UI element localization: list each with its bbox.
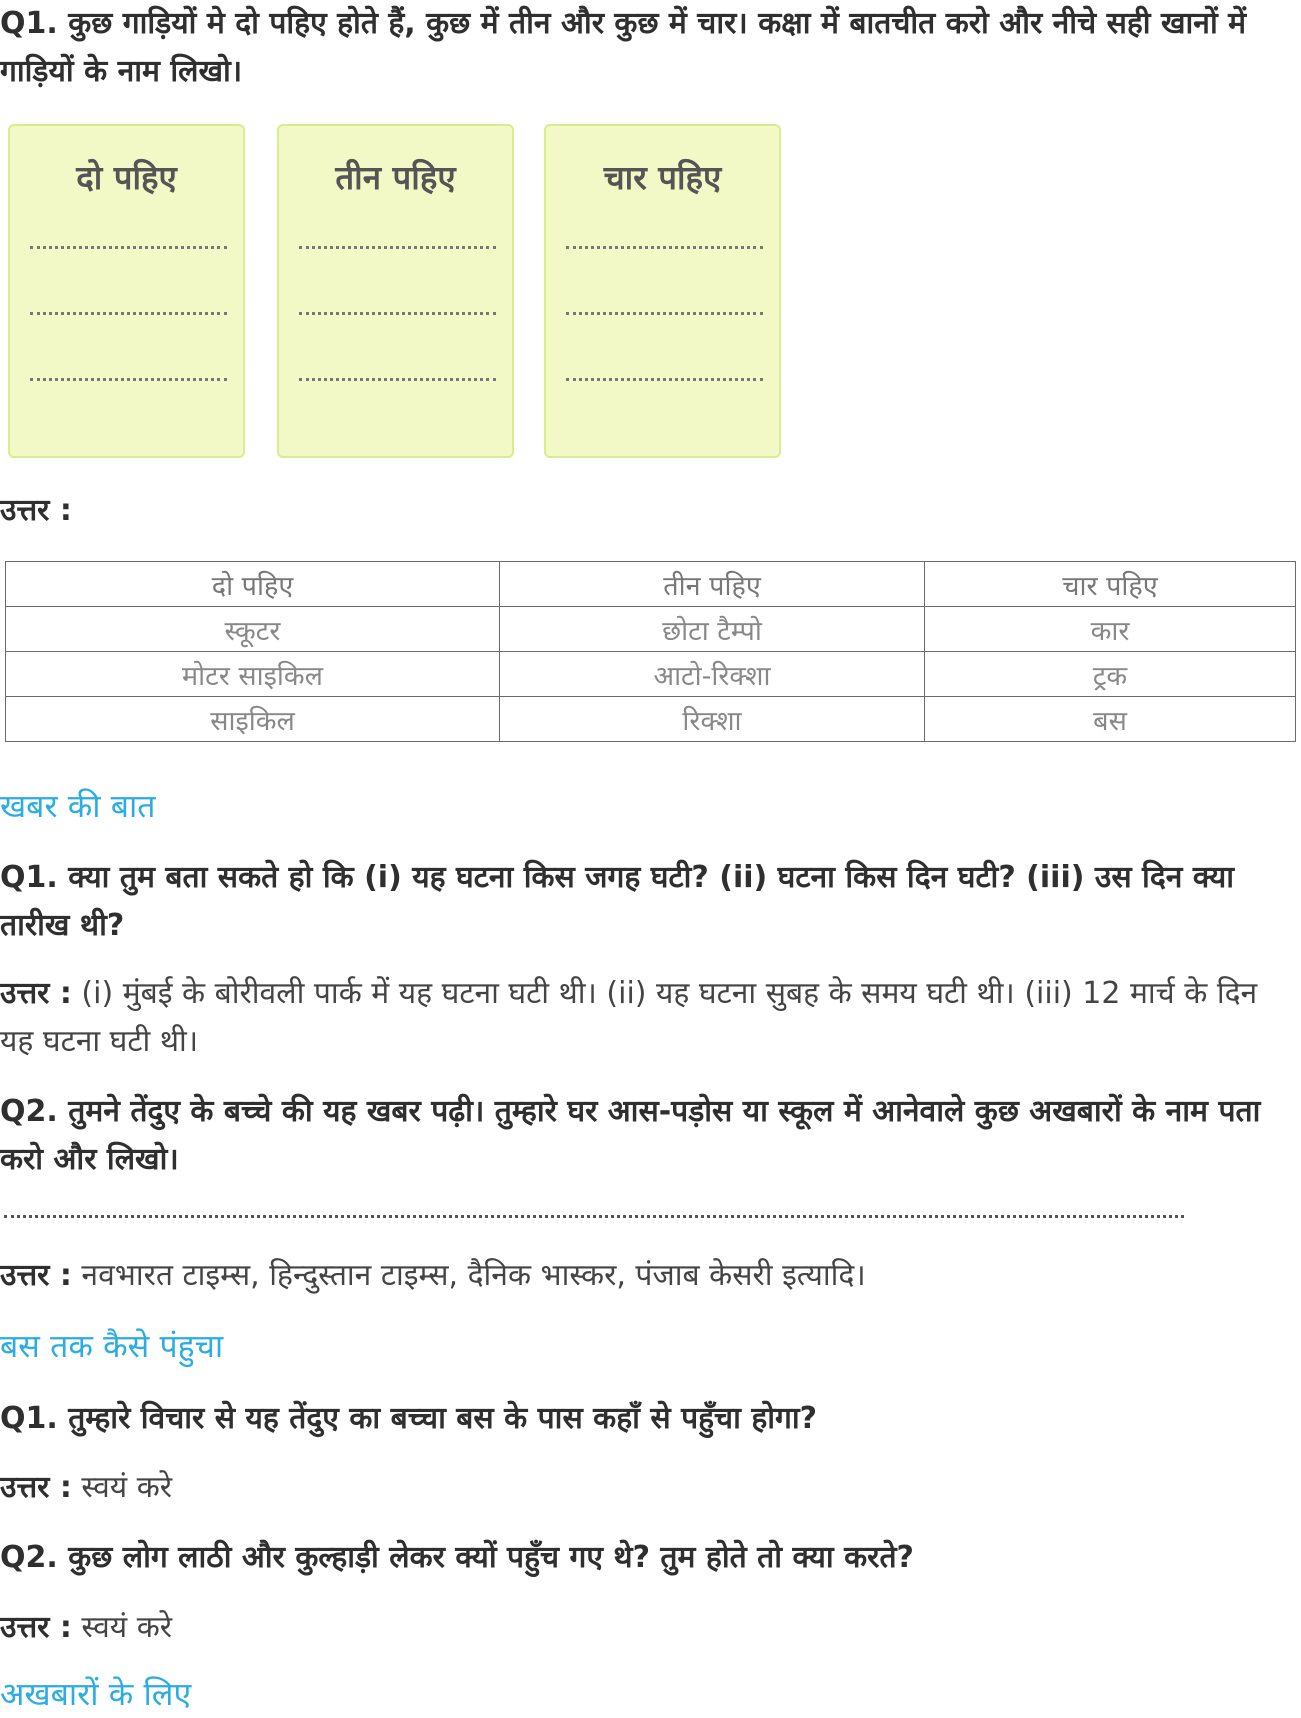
answer-news-2	[0, 1252, 1290, 1300]
table-cell: स्कूटर	[6, 607, 500, 652]
table-row	[6, 607, 1296, 652]
blank-line	[4, 1215, 1184, 1218]
table-row	[6, 652, 1296, 697]
blank-line	[299, 378, 496, 381]
blank-line	[566, 312, 763, 315]
table-header: चार पहिए	[925, 562, 1296, 607]
answer-label-text: उत्तर :	[0, 493, 72, 528]
answer-label-text: उत्तर :	[0, 1258, 72, 1293]
answer-text: स्वयं करे	[71, 1470, 173, 1505]
question-bus-1: Q1. तुम्हारे विचार से यह तेंदुए का बच्चा बस के पास कहाँ से पहुँचा होगा?	[0, 1401, 818, 1436]
answer-bus-1	[0, 1464, 1290, 1512]
table-header-row	[6, 562, 1296, 607]
table-cell: मोटर साइकिल	[6, 652, 500, 697]
table-cell: ट्रक	[925, 652, 1296, 697]
blank-line	[30, 312, 227, 315]
answer-label-text: उत्तर :	[0, 976, 72, 1011]
table-header: तीन पहिए	[500, 562, 925, 607]
table-row	[6, 697, 1296, 742]
answer-text: (i) मुंबई के बोरीवली पार्क में यह घटना घटी थी। (ii) यह घटना सुबह के समय घटी थी। (iii) 12 मार्च के दिन यह घटना घटी थी।	[0, 976, 1258, 1059]
blank-line	[299, 246, 496, 249]
box-four-wheels	[544, 124, 781, 458]
answer-label	[0, 487, 1290, 535]
blank-line	[566, 378, 763, 381]
box-three-wheels	[277, 124, 514, 458]
box-two-wheels	[8, 124, 245, 458]
answer-label-text: उत्तर :	[0, 1470, 72, 1505]
section-heading-bus: बस तक कैसे पंहुचा	[0, 1327, 224, 1365]
table-cell: साइकिल	[6, 697, 500, 742]
answer-bus-2	[0, 1604, 1290, 1652]
intro-question: Q1. कुछ गाड़ियों मे दो पहिए होते हैं, कुछ में तीन और कुछ में चार। कक्षा में बातचीत करो और नीचे सही खानों में गाड़ियों के नाम लिखो।	[0, 6, 1247, 89]
box-title: दो पहिए	[76, 158, 177, 197]
table-cell: छोटा टैम्पो	[500, 607, 925, 652]
box-title: चार पहिए	[603, 158, 722, 197]
table-cell: रिक्शा	[500, 697, 925, 742]
section-heading-newspapers: अखबारों के लिए	[0, 1675, 192, 1713]
blank-line	[30, 378, 227, 381]
box-title: तीन पहिए	[335, 158, 456, 197]
blank-line	[30, 246, 227, 249]
table-cell: कार	[925, 607, 1296, 652]
answer-text: नवभारत टाइम्स, हिन्दुस्तान टाइम्स, दैनिक भास्कर, पंजाब केसरी इत्यादि।	[71, 1258, 866, 1293]
answer-table	[5, 561, 1296, 742]
table-cell: बस	[925, 697, 1296, 742]
question-news-2: Q2. तुमने तेंदुए के बच्चे की यह खबर पढ़ी। तुम्हारे घर आस-पड़ोस या स्कूल में आनेवाले कुछ अखबारों के नाम पता करो और लिखो।	[0, 1094, 1261, 1177]
answer-text: स्वयं करे	[71, 1610, 173, 1645]
answer-news-1	[0, 970, 1290, 1066]
answer-label-text: उत्तर :	[0, 1610, 72, 1645]
table-header: दो पहिए	[6, 562, 500, 607]
table-cell: आटो-रिक्शा	[500, 652, 925, 697]
section-heading-news: खबर की बात	[0, 787, 156, 825]
question-bus-2: Q2. कुछ लोग लाठी और कुल्हाड़ी लेकर क्यों पहुँच गए थे? तुम होते तो क्या करते?	[0, 1540, 914, 1575]
blank-line	[566, 246, 763, 249]
blank-line	[299, 312, 496, 315]
question-news-1: Q1. क्या तुम बता सकते हो कि (i) यह घटना किस जगह घटी? (ii) घटना किस दिन घटी? (iii) उस दिन क्या तारीख थी?	[0, 860, 1235, 943]
